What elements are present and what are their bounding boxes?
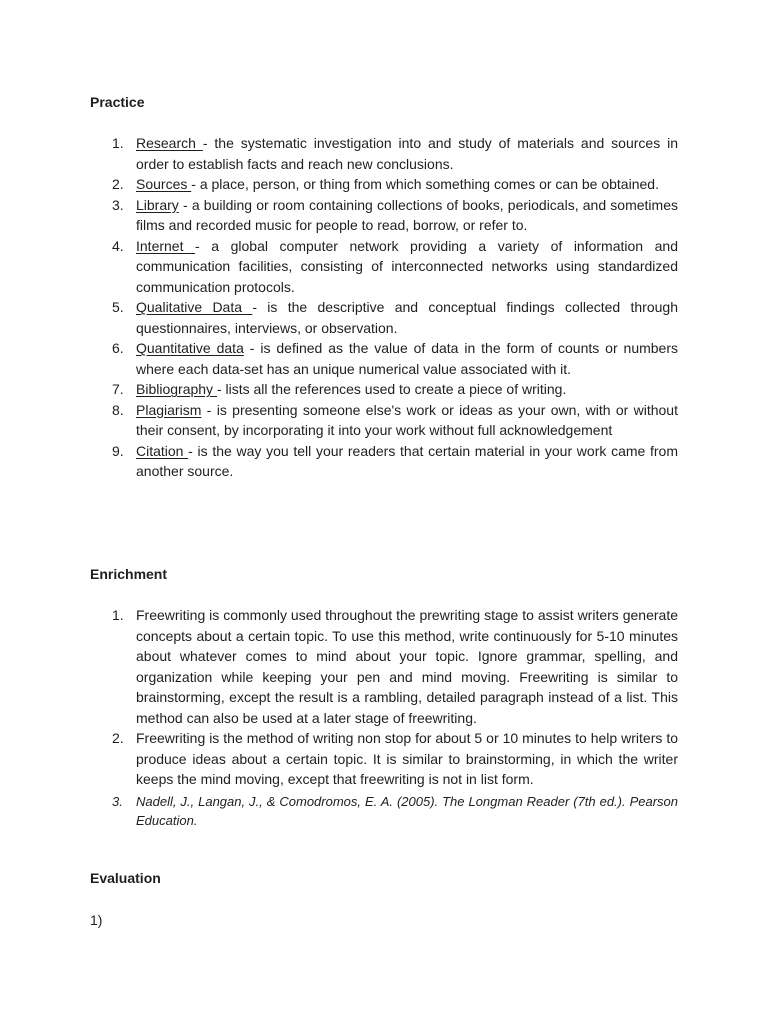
item-number: 2. bbox=[112, 730, 124, 746]
item-number: 1. bbox=[112, 607, 124, 623]
definition: is the way you tell your readers that certain material in your work came from another source. bbox=[136, 442, 678, 479]
term: Research bbox=[136, 135, 203, 151]
term: Library bbox=[136, 196, 179, 213]
list-item bbox=[90, 605, 678, 728]
reference-text: Nadell, J., Langan, J., & Comodromos, E. A. (2005). The Longman Reader (7th ed.). Pearson Education. bbox=[136, 793, 678, 828]
item-number: 7. bbox=[112, 381, 124, 397]
item-number: 5. bbox=[112, 299, 124, 315]
separator: - bbox=[178, 196, 192, 213]
separator: - bbox=[188, 442, 198, 459]
definition: a global computer network providing a variety of information and communication facilities, consisting of interconnected networks using standardized communication protocols. bbox=[136, 237, 678, 295]
evaluation-heading: Evaluation bbox=[90, 870, 161, 886]
term: Plagiarism bbox=[136, 401, 202, 418]
list-item bbox=[90, 195, 678, 236]
separator: - bbox=[243, 340, 261, 356]
reference-item bbox=[90, 790, 678, 830]
practice-heading: Practice bbox=[90, 94, 145, 110]
separator: - bbox=[201, 401, 217, 418]
list-item bbox=[90, 379, 678, 400]
term: Internet bbox=[136, 237, 196, 254]
list-item bbox=[90, 236, 678, 298]
separator: - bbox=[252, 299, 268, 315]
list-item bbox=[90, 400, 678, 441]
enrichment-heading: Enrichment bbox=[90, 566, 168, 582]
item-number: 6. bbox=[112, 340, 124, 356]
item-number: 8. bbox=[112, 401, 124, 418]
practice-list bbox=[90, 133, 678, 482]
term: Bibliography bbox=[136, 381, 217, 397]
definition: lists all the references used to create a piece of writing. bbox=[225, 381, 567, 397]
separator: - bbox=[191, 176, 200, 192]
definition: is defined as the value of data in the form of counts or numbers where each data-set has an unique numerical value associated with it. bbox=[136, 340, 678, 377]
list-item bbox=[90, 728, 678, 790]
list-item bbox=[90, 338, 678, 379]
term: Quantitative data bbox=[136, 340, 244, 356]
definition: is the descriptive and conceptual findings collected through questionnaires, interviews, or observation. bbox=[136, 299, 678, 336]
list-item bbox=[90, 133, 678, 174]
separator: - bbox=[195, 237, 212, 254]
term: Sources bbox=[136, 176, 192, 192]
list-item bbox=[90, 174, 678, 195]
separator: - bbox=[216, 381, 226, 397]
definition: a place, person, or thing from which something comes or can be obtained. bbox=[199, 176, 659, 192]
term: Qualitative Data bbox=[136, 299, 253, 315]
item-number: 9. bbox=[112, 442, 124, 459]
paragraph-text: Freewriting is the method of writing non stop for about 5 or 10 minutes to help writers to produce ideas about a certain topic. It is similar to brainstorming, in which the writer keeps the mind moving, except that freewriting is not in list form. bbox=[136, 730, 678, 787]
item-number: 3. bbox=[112, 196, 124, 213]
separator: - bbox=[202, 135, 215, 151]
item-number: 3. bbox=[112, 793, 123, 809]
item-number: 1. bbox=[112, 135, 124, 151]
term: Citation bbox=[136, 442, 189, 459]
paragraph-text: Freewriting is commonly used throughout the prewriting stage to assist writers generate concepts about a certain topic. To use this method, write continuously for 5-10 minutes about whatever comes to mind about your topic. Ignore grammar, spelling, and organization while keeping your pen and mind moving. Freewriting is similar to brainstorming, except the result is a rambling, detailed paragraph instead of a list. This method can also be used at a later stage of freewriting. bbox=[136, 607, 678, 726]
definition: is presenting someone else's work or ideas as your own, with or without their consent, by incorporating it into your work without full acknowledgement bbox=[136, 401, 678, 438]
enrichment-list bbox=[90, 605, 678, 830]
list-item bbox=[90, 297, 678, 338]
item-number: 4. bbox=[112, 237, 124, 254]
item-number: 2. bbox=[112, 176, 124, 192]
definition: a building or room containing collections of books, periodicals, and sometimes films and recorded music for people to read, borrow, or refer to. bbox=[136, 196, 678, 233]
list-item bbox=[90, 441, 678, 482]
evaluation-item-number: 1) bbox=[90, 912, 103, 928]
definition: the systematic investigation into and study of materials and sources in order to establish facts and reach new conclusions. bbox=[136, 135, 678, 172]
